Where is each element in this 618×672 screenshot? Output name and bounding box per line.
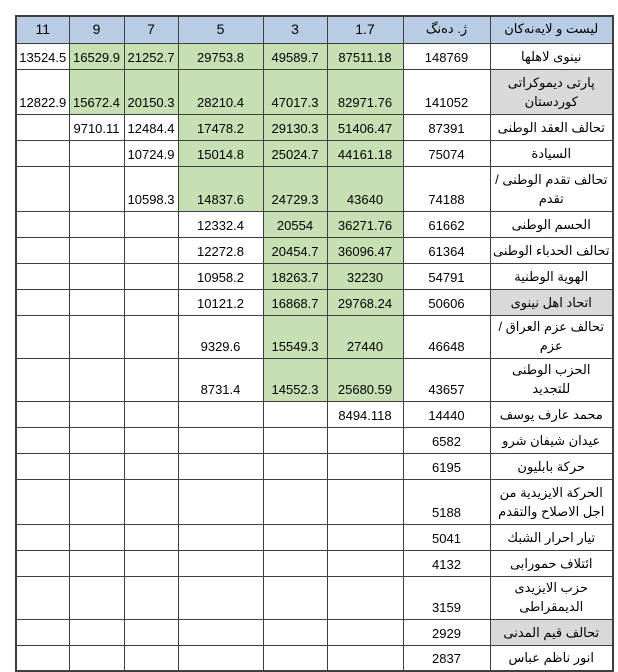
quotient-cell: 12332.4 — [178, 211, 263, 237]
quotient-cell: 15672.4 — [69, 69, 124, 114]
column-header-divisor: 9 — [69, 16, 124, 43]
quotient-cell — [69, 401, 124, 427]
votes-cell: 46648 — [403, 315, 490, 358]
party-name-cell: نينوى لاهلها — [490, 43, 613, 69]
quotient-cell — [178, 524, 263, 550]
quotient-cell: 9329.6 — [178, 315, 263, 358]
quotient-cell: 49589.7 — [263, 43, 327, 69]
quotient-cell — [178, 427, 263, 453]
votes-cell: 50606 — [403, 289, 490, 315]
quotient-cell: 32230 — [327, 263, 403, 289]
party-name-cell: اتحاد اهل نينوى — [490, 289, 613, 315]
quotient-cell — [263, 401, 327, 427]
quotient-cell — [69, 453, 124, 479]
votes-cell: 141052 — [403, 69, 490, 114]
column-header-divisor: 7 — [124, 16, 178, 43]
quotient-cell — [69, 550, 124, 576]
quotient-cell — [178, 645, 263, 671]
quotient-cell: 36271.76 — [327, 211, 403, 237]
party-name-cell: الحزب الوطنى للتجديد — [490, 358, 613, 401]
quotient-cell — [263, 479, 327, 524]
table-row — [16, 453, 613, 479]
votes-cell: 54791 — [403, 263, 490, 289]
quotient-cell — [178, 550, 263, 576]
quotient-cell: 29768.24 — [327, 289, 403, 315]
quotient-cell: 14837.6 — [178, 166, 263, 211]
quotient-cell — [124, 211, 178, 237]
quotient-cell — [263, 645, 327, 671]
table-row — [16, 619, 613, 645]
quotient-cell — [16, 263, 69, 289]
quotient-cell: 15014.8 — [178, 140, 263, 166]
votes-cell: 74188 — [403, 166, 490, 211]
quotient-cell — [69, 140, 124, 166]
quotient-cell — [178, 453, 263, 479]
quotient-cell — [178, 401, 263, 427]
quotient-cell — [16, 140, 69, 166]
quotient-cell: 43640 — [327, 166, 403, 211]
quotient-cell — [16, 401, 69, 427]
quotient-cell: 12822.9 — [16, 69, 69, 114]
quotient-cell — [124, 315, 178, 358]
column-header-divisor: 3 — [263, 16, 327, 43]
column-header-parties: لیست و لایەنەکان — [490, 16, 613, 43]
quotient-cell — [16, 114, 69, 140]
header-row — [16, 16, 613, 43]
quotient-cell: 25024.7 — [263, 140, 327, 166]
quotient-cell — [69, 358, 124, 401]
votes-cell: 6582 — [403, 427, 490, 453]
quotient-cell — [263, 524, 327, 550]
quotient-cell: 10121.2 — [178, 289, 263, 315]
party-name-cell: السيادة — [490, 140, 613, 166]
quotient-cell — [124, 427, 178, 453]
quotient-cell — [16, 479, 69, 524]
quotient-cell — [16, 453, 69, 479]
quotient-cell: 13524.5 — [16, 43, 69, 69]
table-row — [16, 166, 613, 211]
quotient-cell — [16, 524, 69, 550]
quotient-cell — [263, 576, 327, 619]
table-row — [16, 524, 613, 550]
quotient-cell: 8494.118 — [327, 401, 403, 427]
quotient-cell — [327, 645, 403, 671]
quotient-cell — [124, 645, 178, 671]
quotient-cell — [263, 427, 327, 453]
table-row — [16, 43, 613, 69]
quotient-cell: 10958.2 — [178, 263, 263, 289]
quotient-cell — [69, 237, 124, 263]
votes-cell: 87391 — [403, 114, 490, 140]
party-name-cell: الحركة الايزيدية من اجل الاصلاح والتقدم — [490, 479, 613, 524]
quotient-cell — [69, 619, 124, 645]
quotient-cell: 8731.4 — [178, 358, 263, 401]
seat-allocation-table — [15, 15, 614, 672]
quotient-cell — [263, 550, 327, 576]
quotient-cell: 10724.9 — [124, 140, 178, 166]
column-header-divisor: 1.7 — [327, 16, 403, 43]
quotient-cell — [124, 479, 178, 524]
quotient-cell — [327, 427, 403, 453]
quotient-cell — [16, 166, 69, 211]
quotient-cell: 9710.11 — [69, 114, 124, 140]
quotient-cell — [124, 237, 178, 263]
quotient-cell: 82971.76 — [327, 69, 403, 114]
table-row — [16, 140, 613, 166]
quotient-cell — [327, 619, 403, 645]
quotient-cell: 28210.4 — [178, 69, 263, 114]
quotient-cell — [124, 550, 178, 576]
party-name-cell: تحالف الحدباء الوطنى — [490, 237, 613, 263]
party-name-cell: حركة بابليون — [490, 453, 613, 479]
table-row — [16, 237, 613, 263]
quotient-cell: 51406.47 — [327, 114, 403, 140]
quotient-cell: 25680.59 — [327, 358, 403, 401]
quotient-cell: 27440 — [327, 315, 403, 358]
quotient-cell — [69, 479, 124, 524]
votes-cell: 75074 — [403, 140, 490, 166]
quotient-cell — [16, 619, 69, 645]
quotient-cell — [69, 289, 124, 315]
quotient-cell — [327, 576, 403, 619]
quotient-cell — [124, 619, 178, 645]
quotient-cell — [124, 289, 178, 315]
quotient-cell: 10598.3 — [124, 166, 178, 211]
votes-cell: 4132 — [403, 550, 490, 576]
table-row — [16, 114, 613, 140]
column-header-votes: ژ. دەنگ — [403, 16, 490, 43]
quotient-cell — [327, 479, 403, 524]
quotient-cell: 16868.7 — [263, 289, 327, 315]
quotient-cell — [16, 315, 69, 358]
votes-cell: 2837 — [403, 645, 490, 671]
quotient-cell — [263, 619, 327, 645]
table-row — [16, 69, 613, 114]
table-row — [16, 550, 613, 576]
quotient-cell: 12272.8 — [178, 237, 263, 263]
column-header-divisor: 11 — [16, 16, 69, 43]
table-row — [16, 401, 613, 427]
quotient-cell: 29753.8 — [178, 43, 263, 69]
party-name-cell: محمد عارف يوسف — [490, 401, 613, 427]
quotient-cell: 20150.3 — [124, 69, 178, 114]
quotient-cell — [327, 524, 403, 550]
votes-cell: 5041 — [403, 524, 490, 550]
table-row — [16, 211, 613, 237]
quotient-cell — [178, 576, 263, 619]
quotient-cell — [124, 401, 178, 427]
quotient-cell — [16, 237, 69, 263]
quotient-cell — [69, 211, 124, 237]
party-name-cell: پارتى دیموکراتى کوردستان — [490, 69, 613, 114]
quotient-cell: 16529.9 — [69, 43, 124, 69]
quotient-cell — [16, 211, 69, 237]
table-row — [16, 358, 613, 401]
party-name-cell: تحالف العقد الوطنى — [490, 114, 613, 140]
party-name-cell: ائتلاف حمورابى — [490, 550, 613, 576]
quotient-cell — [69, 576, 124, 619]
quotient-cell — [69, 315, 124, 358]
quotient-cell — [16, 427, 69, 453]
quotient-cell: 29130.3 — [263, 114, 327, 140]
quotient-cell — [124, 576, 178, 619]
quotient-cell: 44161.18 — [327, 140, 403, 166]
quotient-cell: 18263.7 — [263, 263, 327, 289]
quotient-cell: 21252.7 — [124, 43, 178, 69]
quotient-cell — [178, 619, 263, 645]
party-name-cell: انور ناظم عباس — [490, 645, 613, 671]
quotient-cell — [124, 524, 178, 550]
quotient-cell — [16, 550, 69, 576]
table-row — [16, 479, 613, 524]
quotient-cell — [178, 479, 263, 524]
quotient-cell: 20454.7 — [263, 237, 327, 263]
quotient-cell — [69, 645, 124, 671]
quotient-cell: 87511.18 — [327, 43, 403, 69]
votes-cell: 14440 — [403, 401, 490, 427]
quotient-cell — [16, 576, 69, 619]
party-name-cell: عيدان شيفان شرو — [490, 427, 613, 453]
quotient-cell: 14552.3 — [263, 358, 327, 401]
quotient-cell: 47017.3 — [263, 69, 327, 114]
quotient-cell — [327, 550, 403, 576]
quotient-cell: 36096.47 — [327, 237, 403, 263]
quotient-cell — [69, 263, 124, 289]
table-header — [16, 16, 613, 43]
table-row — [16, 576, 613, 619]
party-name-cell: تيار احرار الشبك — [490, 524, 613, 550]
table-row — [16, 427, 613, 453]
votes-cell: 6195 — [403, 453, 490, 479]
votes-cell: 61364 — [403, 237, 490, 263]
quotient-cell — [263, 453, 327, 479]
table-row — [16, 289, 613, 315]
votes-cell: 2929 — [403, 619, 490, 645]
votes-cell: 148769 — [403, 43, 490, 69]
quotient-cell — [124, 358, 178, 401]
quotient-cell: 15549.3 — [263, 315, 327, 358]
quotient-cell — [69, 427, 124, 453]
quotient-cell: 12484.4 — [124, 114, 178, 140]
quotient-cell — [327, 453, 403, 479]
table-row — [16, 645, 613, 671]
quotient-cell — [124, 263, 178, 289]
votes-cell: 3159 — [403, 576, 490, 619]
quotient-cell — [69, 524, 124, 550]
votes-cell: 43657 — [403, 358, 490, 401]
party-name-cell: تحالف تقدم الوطنى / تقدم — [490, 166, 613, 211]
quotient-cell — [69, 166, 124, 211]
column-header-divisor: 5 — [178, 16, 263, 43]
quotient-cell: 24729.3 — [263, 166, 327, 211]
quotient-cell — [124, 453, 178, 479]
table-row — [16, 315, 613, 358]
party-name-cell: تحالف قيم المدنى — [490, 619, 613, 645]
quotient-cell — [16, 358, 69, 401]
party-name-cell: حزب الايزيدى الديمقراطى — [490, 576, 613, 619]
votes-cell: 61662 — [403, 211, 490, 237]
quotient-cell — [16, 645, 69, 671]
party-name-cell: الحسم الوطنى — [490, 211, 613, 237]
party-name-cell: الهوية الوطنية — [490, 263, 613, 289]
table-body — [16, 43, 613, 671]
quotient-cell: 17478.2 — [178, 114, 263, 140]
quotient-cell — [16, 289, 69, 315]
table-row — [16, 263, 613, 289]
quotient-cell: 20554 — [263, 211, 327, 237]
votes-cell: 5188 — [403, 479, 490, 524]
party-name-cell: تحالف عزم العراق / عزم — [490, 315, 613, 358]
